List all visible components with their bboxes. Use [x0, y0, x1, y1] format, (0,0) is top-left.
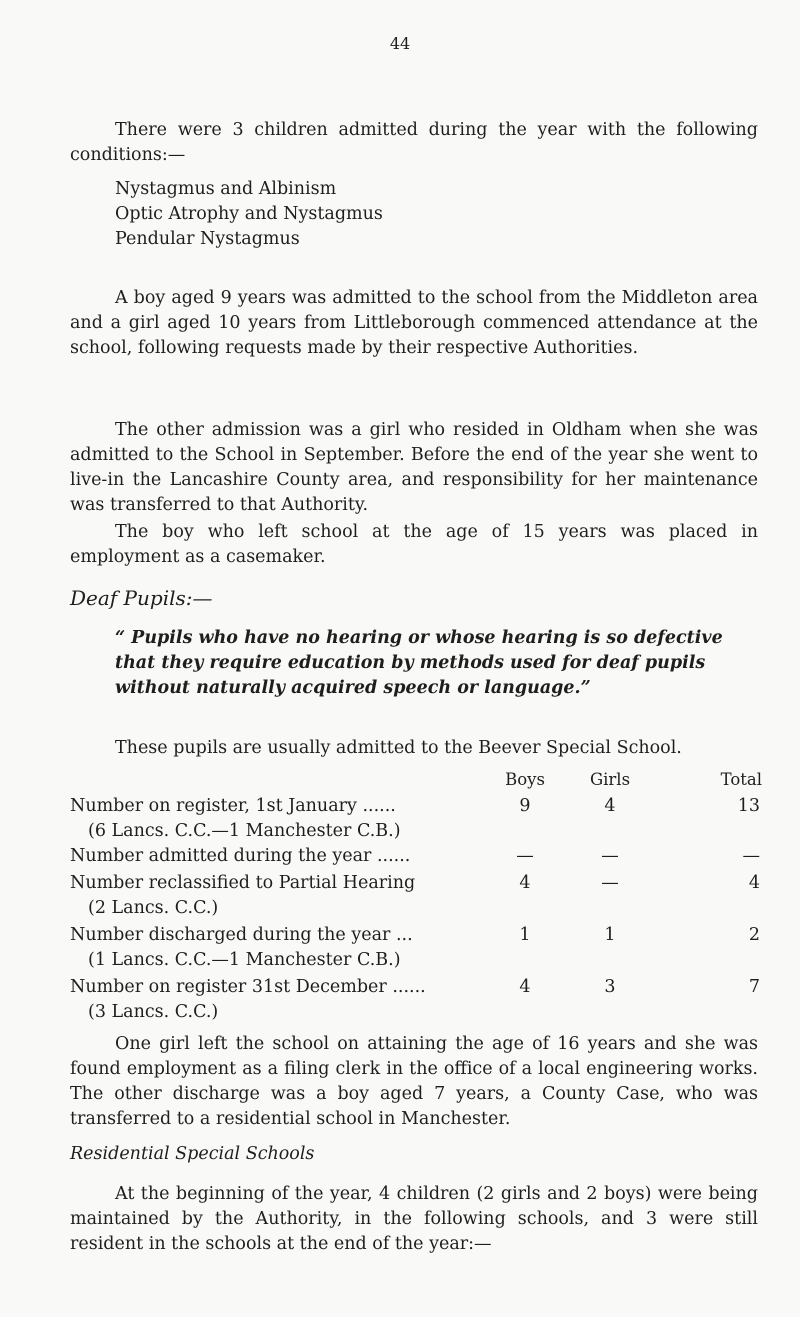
admission-note: These pupils are usually admitted to the Beever Special School.: [115, 738, 682, 758]
row-boys: 1: [519, 925, 531, 945]
row-total: —: [742, 846, 760, 866]
table-row: [0, 844, 800, 869]
row-boys: 9: [519, 796, 531, 816]
row-label: Number admitted during the year ......: [70, 846, 411, 866]
row-sublabel: (6 Lancs. C.C.—1 Manchester C.B.): [88, 821, 401, 841]
deaf-definition: “ Pupils who have no hearing or whose hearing is so defective that they require education by methods used for deaf pupils without naturally acquired speech or language.”: [115, 628, 723, 698]
table-row: [0, 871, 800, 921]
row-girls: 4: [604, 796, 616, 816]
row-label: Number reclassified to Partial Hearing: [70, 873, 416, 893]
table-header-total: Total: [720, 770, 762, 789]
row-girls: —: [601, 846, 619, 866]
row-sublabel: (3 Lancs. C.C.): [88, 1002, 219, 1022]
row-girls: 1: [604, 925, 616, 945]
row-total: 7: [748, 977, 760, 997]
table-header-boys: Boys: [505, 770, 545, 789]
paragraph-discharges: One girl left the school on attaining the age of 16 years and she was found employment as a filing clerk in the office of a local engineering works. The other discharge was a boy aged 7 years, a County Case, who was transferred to a residential school in Manchester.: [70, 1034, 758, 1129]
table-row: [0, 975, 800, 1025]
row-boys: —: [516, 846, 534, 866]
intro-paragraph: There were 3 children admitted during the year with the following conditions:—: [70, 120, 758, 165]
row-girls: 3: [604, 977, 616, 997]
paragraph-oldham: The other admission was a girl who resided in Oldham when she was admitted to the School in September. Before the end of the year she went to live-in the Lancashire County area, and responsibility for her maintenance was transferred to that Authority.: [70, 420, 758, 515]
paragraph-casemaker: The boy who left school at the age of 15 years was placed in employment as a casemaker.: [70, 522, 758, 567]
row-total: 2: [748, 925, 760, 945]
row-total: 13: [737, 796, 760, 816]
row-total: 4: [748, 873, 760, 893]
residential-heading: Residential Special Schools: [70, 1144, 315, 1164]
row-sublabel: (2 Lancs. C.C.): [88, 898, 219, 918]
table-row: [0, 794, 800, 844]
row-boys: 4: [519, 977, 531, 997]
paragraph-admissions: A boy aged 9 years was admitted to the school from the Middleton area and a girl aged 10 years from Littleborough commenced attendance at the school, following requests made by their respective Authorities.: [70, 288, 758, 358]
row-label: Number discharged during the year ...: [70, 925, 413, 945]
row-girls: —: [601, 873, 619, 893]
row-sublabel: (1 Lancs. C.C.—1 Manchester C.B.): [88, 950, 401, 970]
condition-item: Pendular Nystagmus: [115, 229, 300, 249]
table-header-girls: Girls: [589, 770, 631, 789]
row-label: Number on register, 1st January ......: [70, 796, 396, 816]
condition-item: Optic Atrophy and Nystagmus: [115, 204, 383, 224]
page-number: 44: [389, 34, 411, 53]
row-boys: 4: [519, 873, 531, 893]
condition-item: Nystagmus and Albinism: [115, 179, 337, 199]
deaf-pupils-heading: Deaf Pupils:—: [70, 586, 213, 610]
row-label: Number on register 31st December ......: [70, 977, 426, 997]
table-row: [0, 923, 800, 973]
paragraph-residential: At the beginning of the year, 4 children (2 girls and 2 boys) were being maintained by the Authority, in the following schools, and 3 were still resident in the schools at the end of the year:—: [70, 1184, 758, 1254]
